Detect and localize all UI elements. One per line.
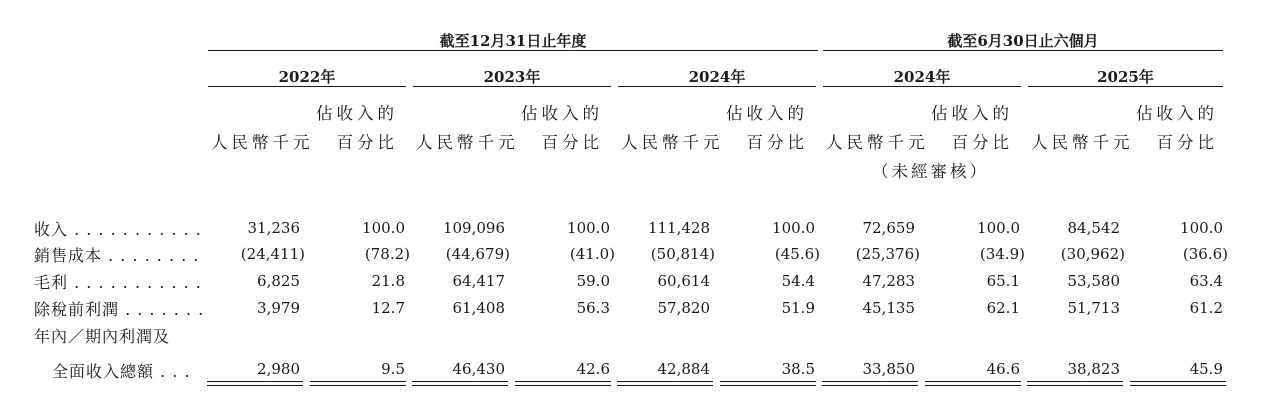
cell-cost-2025i-rmb: (30,962) — [1060, 245, 1125, 263]
col-header-pct-2022-line2: 百分比 — [336, 133, 398, 152]
double-rule-2023-pct — [515, 381, 611, 386]
row-label-profit-before-tax: 除稅前利潤 . . . . . . . — [34, 300, 205, 319]
cell-gross-2025i-pct: 63.4 — [1189, 272, 1223, 290]
cell-total-2024-rmb: 42,884 — [657, 360, 710, 378]
double-rule-2024i-rmb — [822, 381, 918, 386]
cell-cost-2024-rmb: (50,814) — [650, 245, 715, 263]
cell-gross-2024-rmb: 60,614 — [657, 272, 710, 290]
cell-pbt-2022-rmb: 3,979 — [257, 299, 300, 317]
cell-cost-2024-pct: (45.6) — [774, 245, 820, 263]
year-header-2025-interim: 2025年 — [1097, 68, 1154, 86]
cell-revenue-2025i-pct: 100.0 — [1180, 219, 1223, 237]
group-header-year-ended: 截至12月31日止年度 — [439, 32, 587, 50]
col-header-rmb-2024-interim: 人民幣千元 — [826, 133, 929, 152]
cell-total-2024i-pct: 46.6 — [986, 360, 1020, 378]
cell-pbt-2024-rmb: 57,820 — [657, 299, 710, 317]
col-header-pct-2024-interim-line1: 佔收入的 — [931, 104, 1013, 123]
cell-cost-2023-pct: (41.0) — [569, 245, 615, 263]
cell-gross-2025i-rmb: 53,580 — [1067, 272, 1120, 290]
cell-gross-2022-rmb: 6,825 — [257, 272, 300, 290]
cell-gross-2023-rmb: 64,417 — [452, 272, 505, 290]
year-rule-2024-interim — [823, 86, 1021, 87]
cell-pbt-2024-pct: 51.9 — [781, 299, 815, 317]
cell-gross-2022-pct: 21.8 — [371, 272, 405, 290]
group-header-six-months: 截至6月30日止六個月 — [947, 32, 1099, 50]
cell-gross-2024i-pct: 65.1 — [986, 272, 1020, 290]
col-header-pct-2023-line2: 百分比 — [541, 133, 603, 152]
col-header-pct-2024-interim-line2: 百分比 — [951, 133, 1013, 152]
col-header-pct-2024-line2: 百分比 — [746, 133, 808, 152]
double-rule-2024i-pct — [925, 381, 1021, 386]
col-header-pct-2022-line1: 佔收入的 — [316, 104, 398, 123]
double-rule-2025i-rmb — [1027, 381, 1123, 386]
year-rule-2024 — [618, 86, 816, 87]
cell-total-2023-pct: 42.6 — [576, 360, 610, 378]
group-rule-six-months — [823, 50, 1223, 51]
cell-revenue-2022-pct: 100.0 — [362, 219, 405, 237]
year-header-2022: 2022年 — [278, 68, 336, 86]
cell-revenue-2023-rmb: 109,096 — [442, 219, 505, 237]
col-header-pct-2024-line1: 佔收入的 — [726, 104, 808, 123]
row-label-cost-of-sales: 銷售成本 . . . . . . . . — [34, 246, 200, 265]
cell-cost-2024i-pct: (34.9) — [979, 245, 1025, 263]
double-rule-2025i-pct — [1130, 381, 1226, 386]
cell-total-2025i-rmb: 38,823 — [1067, 360, 1120, 378]
col-header-rmb-2025-interim: 人民幣千元 — [1031, 133, 1134, 152]
row-label-profit-total-line2: 全面收入總額 . . . — [52, 362, 191, 381]
col-header-pct-2025-interim-line1: 佔收入的 — [1136, 104, 1218, 123]
cell-cost-2024i-rmb: (25,376) — [855, 245, 920, 263]
year-header-2024-interim: 2024年 — [893, 68, 951, 86]
cell-total-2024i-rmb: 33,850 — [862, 360, 915, 378]
group-rule-year-ended — [208, 50, 818, 51]
double-rule-2022-pct — [310, 381, 406, 386]
cell-cost-2025i-pct: (36.6) — [1182, 245, 1228, 263]
cell-total-2022-pct: 9.5 — [381, 360, 405, 378]
year-rule-2023 — [413, 86, 611, 87]
col-header-pct-2023-line1: 佔收入的 — [521, 104, 603, 123]
cell-total-2025i-pct: 45.9 — [1189, 360, 1223, 378]
row-label-revenue: 收入 . . . . . . . . . . . — [34, 220, 202, 239]
cell-revenue-2024-pct: 100.0 — [772, 219, 815, 237]
double-rule-2024-pct — [720, 381, 816, 386]
year-rule-2022 — [208, 86, 406, 87]
cell-total-2022-rmb: 2,980 — [257, 360, 300, 378]
cell-pbt-2024i-pct: 62.1 — [986, 299, 1020, 317]
cell-revenue-2024-rmb: 111,428 — [647, 219, 710, 237]
cell-revenue-2024i-rmb: 72,659 — [862, 219, 915, 237]
col-header-rmb-2024: 人民幣千元 — [621, 133, 724, 152]
cell-pbt-2023-pct: 56.3 — [576, 299, 610, 317]
row-label-profit-total-line1: 年內／期內利潤及 — [34, 327, 171, 346]
col-header-rmb-2022: 人民幣千元 — [211, 133, 314, 152]
cell-cost-2022-pct: (78.2) — [364, 245, 410, 263]
cell-pbt-2022-pct: 12.7 — [371, 299, 405, 317]
year-rule-2025-interim — [1028, 86, 1223, 87]
cell-revenue-2023-pct: 100.0 — [567, 219, 610, 237]
cell-total-2023-rmb: 46,430 — [452, 360, 505, 378]
col-header-rmb-2023: 人民幣千元 — [416, 133, 519, 152]
cell-pbt-2024i-rmb: 45,135 — [862, 299, 915, 317]
cell-gross-2024i-rmb: 47,283 — [862, 272, 915, 290]
cell-gross-2023-pct: 59.0 — [576, 272, 610, 290]
cell-cost-2022-rmb: (24,411) — [240, 245, 305, 263]
cell-gross-2024-pct: 54.4 — [781, 272, 815, 290]
double-rule-2024-rmb — [617, 381, 713, 386]
cell-revenue-2024i-pct: 100.0 — [977, 219, 1020, 237]
row-label-gross-profit: 毛利 . . . . . . . . . . . — [34, 273, 202, 292]
double-rule-2022-rmb — [207, 381, 303, 386]
cell-total-2024-pct: 38.5 — [781, 360, 815, 378]
cell-pbt-2025i-rmb: 51,713 — [1067, 299, 1120, 317]
cell-pbt-2023-rmb: 61,408 — [452, 299, 505, 317]
year-header-2024: 2024年 — [688, 68, 746, 86]
cell-revenue-2022-rmb: 31,236 — [247, 219, 300, 237]
col-header-pct-2025-interim-line2: 百分比 — [1156, 133, 1218, 152]
double-rule-2023-rmb — [412, 381, 508, 386]
cell-revenue-2025i-rmb: 84,542 — [1067, 219, 1120, 237]
cell-cost-2023-rmb: (44,679) — [445, 245, 510, 263]
cell-pbt-2025i-pct: 61.2 — [1189, 299, 1223, 317]
year-header-2023: 2023年 — [483, 68, 541, 86]
unaudited-note: （未經審核） — [872, 162, 989, 181]
